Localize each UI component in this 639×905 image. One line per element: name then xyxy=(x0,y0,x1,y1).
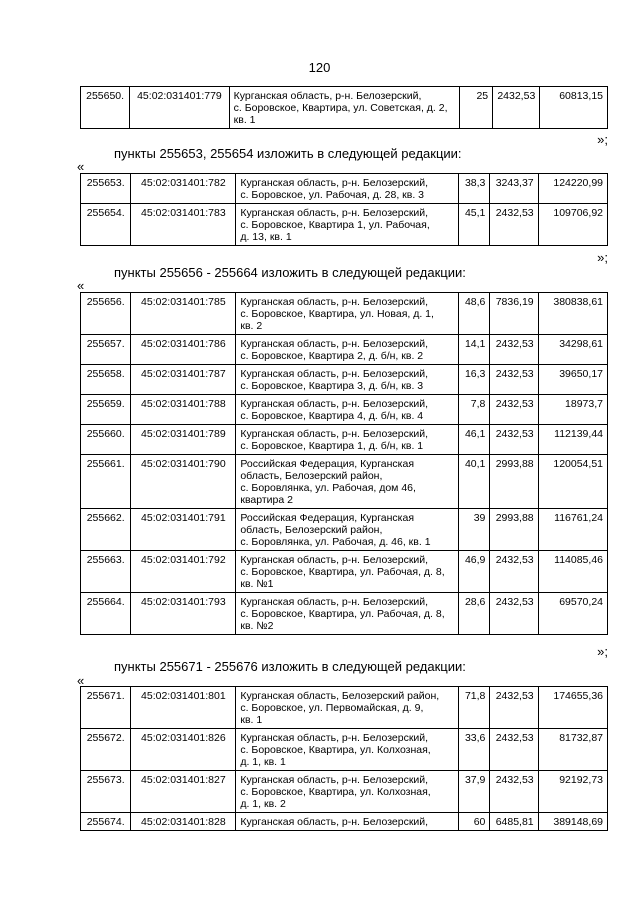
rate-cell: 6485,81 xyxy=(490,813,538,831)
table-row xyxy=(81,174,608,204)
address-cell: Курганская область, р-н. Белозерский, с. Боровское, Квартира, ул. Колхозная, д. 1, кв. 1 xyxy=(236,729,459,771)
table-row xyxy=(81,395,608,425)
rate-cell: 2432,53 xyxy=(490,551,538,593)
cadastral-number-cell: 45:02:031401:786 xyxy=(131,335,236,365)
table-block-1 xyxy=(80,86,608,129)
cadastral-number-cell: 45:02:031401:789 xyxy=(131,425,236,455)
table-row xyxy=(81,87,608,129)
value-cell: 109706,92 xyxy=(538,204,607,246)
cadastral-number-cell: 45:02:031401:791 xyxy=(131,509,236,551)
table-row xyxy=(81,455,608,509)
address-cell: Российская Федерация, Курганская область, Белозерский район, с. Боровлянка, ул. Рабочая, дом 46, квартира 2 xyxy=(236,455,459,509)
address-cell: Курганская область, р-н. Белозерский, с. Боровское, Квартира 2, д. б/н, кв. 2 xyxy=(236,335,459,365)
table-row xyxy=(81,425,608,455)
cadastral-number-cell: 45:02:031401:793 xyxy=(131,593,236,635)
address-cell: Курганская область, р-н. Белозерский, с. Боровское, Квартира, ул. Рабочая, д. 8, кв. №1 xyxy=(236,551,459,593)
opening-quote-2: « xyxy=(77,159,85,174)
cadastral-number-cell: 45:02:031401:785 xyxy=(131,293,236,335)
cadastral-number-cell: 45:02:031401:790 xyxy=(131,455,236,509)
rate-cell: 3243,37 xyxy=(490,174,538,204)
address-cell: Курганская область, р-н. Белозерский, с. Боровское, Квартира, ул. Рабочая, д. 8, кв. №2 xyxy=(236,593,459,635)
rate-cell: 2993,88 xyxy=(490,509,538,551)
item-number-cell: 255660. xyxy=(81,425,131,455)
rate-cell: 7836,19 xyxy=(490,293,538,335)
value-cell: 389148,69 xyxy=(538,813,607,831)
address-cell: Курганская область, р-н. Белозерский, xyxy=(236,813,459,831)
address-cell: Курганская область, р-н. Белозерский, с. Боровское, Квартира 3, д. б/н, кв. 3 xyxy=(236,365,459,395)
page-number: 120 xyxy=(308,60,331,75)
table-row xyxy=(81,771,608,813)
area-cell: 45,1 xyxy=(458,204,489,246)
item-number-cell: 255656. xyxy=(81,293,131,335)
address-cell: Курганская область, Белозерский район, с. Боровское, ул. Первомайская, д. 9, кв. 1 xyxy=(236,687,459,729)
table-row xyxy=(81,687,608,729)
paragraph-heading-4: пункты 255671 - 255676 изложить в следующей редакции: xyxy=(114,659,466,674)
address-cell: Курганская область, р-н. Белозерский, с. Боровское, Квартира 1, ул. Рабочая, д. 13, кв. 1 xyxy=(236,204,459,246)
area-cell: 14,1 xyxy=(458,335,489,365)
cadastral-number-cell: 45:02:031401:783 xyxy=(131,204,236,246)
area-cell: 16,3 xyxy=(458,365,489,395)
area-cell: 71,8 xyxy=(458,687,489,729)
cadastral-number-cell: 45:02:031401:792 xyxy=(131,551,236,593)
value-cell: 124220,99 xyxy=(538,174,607,204)
closing-quote-1: »; xyxy=(597,132,608,147)
item-number-cell: 255662. xyxy=(81,509,131,551)
item-number-cell: 255657. xyxy=(81,335,131,365)
cadastral-number-cell: 45:02:031401:827 xyxy=(131,771,236,813)
value-cell: 60813,15 xyxy=(540,87,608,129)
area-cell: 39 xyxy=(458,509,489,551)
table-row xyxy=(81,729,608,771)
table-row xyxy=(81,551,608,593)
value-cell: 380838,61 xyxy=(538,293,607,335)
area-cell: 48,6 xyxy=(458,293,489,335)
rate-cell: 2432,53 xyxy=(490,395,538,425)
cadastral-number-cell: 45:02:031401:801 xyxy=(131,687,236,729)
item-number-cell: 255659. xyxy=(81,395,131,425)
area-cell: 40,1 xyxy=(458,455,489,509)
item-number-cell: 255671. xyxy=(81,687,131,729)
item-number-cell: 255663. xyxy=(81,551,131,593)
table-row xyxy=(81,509,608,551)
address-cell: Курганская область, р-н. Белозерский, с. Боровское, Квартира 1, д. б/н, кв. 1 xyxy=(236,425,459,455)
area-cell: 33,6 xyxy=(458,729,489,771)
rate-cell: 2432,53 xyxy=(490,335,538,365)
paragraph-heading-3: пункты 255656 - 255664 изложить в следующей редакции: xyxy=(114,265,466,280)
value-cell: 116761,24 xyxy=(538,509,607,551)
value-cell: 112139,44 xyxy=(538,425,607,455)
area-cell: 46,9 xyxy=(458,551,489,593)
address-cell: Курганская область, р-н. Белозерский, с. Боровское, Квартира, ул. Советская, д. 2, кв. 1 xyxy=(229,87,460,129)
rate-cell: 2432,53 xyxy=(490,729,538,771)
item-number-cell: 255674. xyxy=(81,813,131,831)
table-row xyxy=(81,593,608,635)
item-number-cell: 255653. xyxy=(81,174,131,204)
area-cell: 25 xyxy=(460,87,493,129)
value-cell: 92192,73 xyxy=(538,771,607,813)
value-cell: 39650,17 xyxy=(538,365,607,395)
item-number-cell: 255673. xyxy=(81,771,131,813)
rate-cell: 2432,53 xyxy=(490,593,538,635)
item-number-cell: 255658. xyxy=(81,365,131,395)
area-cell: 7,8 xyxy=(458,395,489,425)
address-cell: Российская Федерация, Курганская область, Белозерский район, с. Боровлянка, ул. Рабочая, д. 46, кв. 1 xyxy=(236,509,459,551)
rate-cell: 2432,53 xyxy=(490,425,538,455)
area-cell: 38,3 xyxy=(458,174,489,204)
item-number-cell: 255650. xyxy=(81,87,130,129)
opening-quote-4: « xyxy=(77,673,85,688)
rate-cell: 2432,53 xyxy=(490,687,538,729)
value-cell: 120054,51 xyxy=(538,455,607,509)
rate-cell: 2432,53 xyxy=(490,365,538,395)
item-number-cell: 255672. xyxy=(81,729,131,771)
area-cell: 28,6 xyxy=(458,593,489,635)
area-cell: 60 xyxy=(458,813,489,831)
rate-cell: 2432,53 xyxy=(493,87,540,129)
closing-quote-3: »; xyxy=(597,644,608,659)
value-cell: 174655,36 xyxy=(538,687,607,729)
item-number-cell: 255661. xyxy=(81,455,131,509)
address-cell: Курганская область, р-н. Белозерский, с. Боровское, ул. Рабочая, д. 28, кв. 3 xyxy=(236,174,459,204)
table-row xyxy=(81,293,608,335)
paragraph-heading-2: пункты 255653, 255654 изложить в следующей редакции: xyxy=(114,146,462,161)
cadastral-number-cell: 45:02:031401:828 xyxy=(131,813,236,831)
cadastral-number-cell: 45:02:031401:787 xyxy=(131,365,236,395)
rate-cell: 2993,88 xyxy=(490,455,538,509)
cadastral-number-cell: 45:02:031401:788 xyxy=(131,395,236,425)
value-cell: 114085,46 xyxy=(538,551,607,593)
area-cell: 37,9 xyxy=(458,771,489,813)
table-block-3 xyxy=(80,292,608,635)
cadastral-number-cell: 45:02:031401:782 xyxy=(131,174,236,204)
rate-cell: 2432,53 xyxy=(490,771,538,813)
table-block-4 xyxy=(80,686,608,831)
table-row xyxy=(81,813,608,831)
table-row xyxy=(81,204,608,246)
rate-cell: 2432,53 xyxy=(490,204,538,246)
table-row xyxy=(81,335,608,365)
closing-quote-2: »; xyxy=(597,250,608,265)
table-block-2 xyxy=(80,173,608,246)
value-cell: 81732,87 xyxy=(538,729,607,771)
address-cell: Курганская область, р-н. Белозерский, с. Боровское, Квартира 4, д. б/н, кв. 4 xyxy=(236,395,459,425)
value-cell: 69570,24 xyxy=(538,593,607,635)
item-number-cell: 255654. xyxy=(81,204,131,246)
area-cell: 46,1 xyxy=(458,425,489,455)
opening-quote-3: « xyxy=(77,278,85,293)
item-number-cell: 255664. xyxy=(81,593,131,635)
value-cell: 18973,7 xyxy=(538,395,607,425)
cadastral-number-cell: 45:02:031401:826 xyxy=(131,729,236,771)
table-row xyxy=(81,365,608,395)
address-cell: Курганская область, р-н. Белозерский, с. Боровское, Квартира, ул. Колхозная, д. 1, кв. 2 xyxy=(236,771,459,813)
cadastral-number-cell: 45:02:031401:779 xyxy=(130,87,229,129)
value-cell: 34298,61 xyxy=(538,335,607,365)
address-cell: Курганская область, р-н. Белозерский, с. Боровское, Квартира, ул. Новая, д. 1, кв. 2 xyxy=(236,293,459,335)
